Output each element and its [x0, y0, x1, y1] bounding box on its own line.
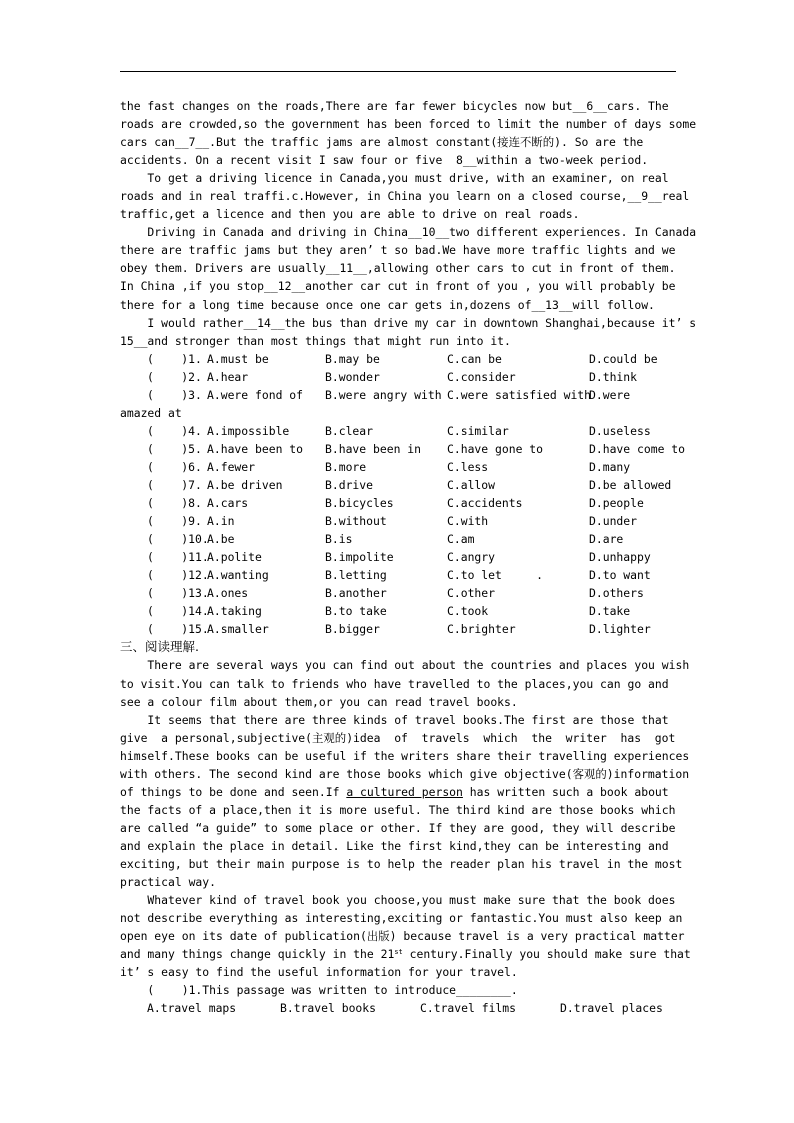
text: and many things change quickly in the 21	[120, 947, 395, 962]
text: of things to be done and seen.If	[120, 784, 347, 799]
option-b[interactable]: B.impolite	[325, 550, 394, 565]
question-row	[120, 386, 676, 404]
option-d[interactable]: D.others	[589, 586, 644, 601]
option-a[interactable]: A.must be	[207, 351, 269, 366]
indent-spacer	[120, 386, 147, 404]
option-d[interactable]: D.to want	[589, 568, 651, 583]
option-d[interactable]: D.are	[589, 532, 624, 547]
option-d[interactable]: D.lighter	[589, 622, 651, 637]
option-b[interactable]: B.without	[325, 514, 387, 529]
option-a[interactable]: A.have been to	[207, 441, 304, 456]
passage-line	[120, 783, 676, 801]
passage-line: not describe everything as interesting,exciting or fantastic.You must also keep an	[120, 911, 683, 926]
option-a[interactable]: A.in	[207, 514, 235, 529]
option-d[interactable]: D.think	[589, 369, 638, 384]
option-c[interactable]: C.were satisfied with	[447, 387, 592, 402]
cloze-questions	[120, 350, 686, 639]
option-b[interactable]: B.clear	[325, 423, 374, 438]
indent-spacer	[120, 350, 147, 368]
passage-line: with others. The second kind are those books which give objective(客观的)information	[120, 766, 690, 781]
question-row	[120, 368, 676, 386]
reading-question	[120, 981, 676, 1017]
passage-line: give a personal,subjective(主观的)idea of travels which the writer has got	[120, 730, 676, 745]
ordinal-suffix: st	[394, 948, 403, 957]
option-d[interactable]: D.take	[589, 604, 631, 619]
passage-line: In China ,if you stop__12__another car cut in front of you , you will probably be	[120, 279, 676, 294]
passage-line: see a colour film about them,or you can read travel books.	[120, 694, 518, 709]
question-row	[120, 512, 676, 530]
passage-line: cars can__7__.But the traffic jams are almost constant(接连不断的). So are the	[120, 135, 644, 150]
question-number: ( )15.	[147, 622, 209, 637]
indent-spacer	[120, 566, 147, 584]
passage-line: obey them. Drivers are usually__11__,allowing other cars to cut in front of them.	[120, 261, 676, 276]
option-d[interactable]: D.useless	[589, 423, 651, 438]
text: century.Finally you should make sure that	[402, 947, 691, 962]
question-number: ( )7.	[147, 477, 202, 492]
passage-line: traffic,get a licence and then you are able to drive on real roads.	[120, 207, 580, 222]
question-row	[120, 422, 676, 440]
indent-spacer	[120, 440, 147, 458]
question-wrap-line: amazed at	[120, 405, 182, 420]
option-c[interactable]: C.travel films	[420, 1001, 517, 1016]
indent-spacer	[120, 999, 147, 1017]
passage-line: accidents. On a recent visit I saw four or five 8__within a two-week period.	[120, 153, 649, 168]
option-a[interactable]: A.smaller	[207, 622, 269, 637]
option-b[interactable]: B.letting	[325, 568, 387, 583]
option-c[interactable]: C.took	[447, 604, 489, 619]
indent-spacer	[120, 620, 147, 638]
question-options	[120, 999, 676, 1017]
option-a[interactable]: A.taking	[207, 604, 262, 619]
question-row	[120, 494, 676, 512]
passage-line: To get a driving licence in Canada,you must drive, with an examiner, on real	[120, 171, 669, 186]
option-b[interactable]: B.bigger	[325, 622, 380, 637]
option-d[interactable]: D.people	[589, 496, 644, 511]
cloze-passage	[120, 97, 697, 350]
question-stem: ( )1.This passage was written to introduce________.	[120, 983, 518, 998]
option-a[interactable]: A.be driven	[207, 477, 283, 492]
question-number: ( )13.	[147, 586, 209, 601]
indent-spacer	[120, 494, 147, 512]
option-a[interactable]: A.ones	[207, 586, 249, 601]
underlined-phrase: a cultured person	[346, 784, 463, 799]
option-b[interactable]: B.bicycles	[325, 496, 394, 511]
passage-line: himself.These books can be useful if the writers share their travelling experiences	[120, 748, 690, 763]
option-c[interactable]: C.angry	[447, 550, 496, 565]
option-d[interactable]: D.unhappy	[589, 550, 651, 565]
question-number: ( )9.	[147, 514, 202, 529]
passage-line: It seems that there are three kinds of travel books.The first are those that	[120, 712, 669, 727]
question-number: ( )2.	[147, 369, 202, 384]
option-d[interactable]: D.many	[589, 459, 631, 474]
question-number: ( )12.	[147, 568, 209, 583]
option-c[interactable]: C.am	[447, 532, 475, 547]
passage-line: the fast changes on the roads,There are far fewer bicycles now but__6__cars. The	[120, 99, 669, 113]
passage-line: exciting, but their main purpose is to help the reader plan his travel in the most	[120, 856, 683, 871]
passage-line: There are several ways you can find out about the countries and places you wish	[120, 658, 690, 673]
passage-line: there are traffic jams but they aren’ t so bad.We have more traffic lights and we	[120, 243, 676, 258]
passage-line: to visit.You can talk to friends who have travelled to the places,you can go and	[120, 676, 669, 691]
option-c[interactable]: C.can be	[447, 351, 502, 366]
question-row	[120, 476, 676, 494]
question-row	[120, 620, 676, 638]
option-a[interactable]: A.travel maps	[147, 1001, 237, 1016]
header-rule	[120, 71, 676, 72]
question-row	[120, 548, 676, 566]
indent-spacer	[120, 530, 147, 548]
passage-line: open eye on its date of publication(出版) because travel is a very practical matter	[120, 929, 685, 944]
option-c[interactable]: C.to let .	[447, 568, 544, 583]
question-row	[120, 440, 686, 458]
passage-line: 15__and stronger than most things that might run into it.	[120, 333, 511, 348]
question-number: ( )4.	[147, 423, 202, 438]
passage-line: the facts of a place,then it is more useful. The third kind are those books which	[120, 802, 676, 817]
option-a[interactable]: A.were fond of	[207, 387, 304, 402]
reading-passage	[120, 656, 691, 981]
question-number: ( )14.	[147, 604, 209, 619]
passage-line: practical way.	[120, 875, 217, 890]
option-d[interactable]: D.be allowed	[589, 477, 672, 492]
option-c[interactable]: C.allow	[447, 477, 496, 492]
question-number: ( )11.	[147, 550, 209, 565]
indent-spacer	[120, 584, 147, 602]
option-b[interactable]: B.have been in	[325, 441, 422, 456]
option-a[interactable]: A.polite	[207, 550, 262, 565]
option-c[interactable]: C.consider	[447, 369, 516, 384]
option-a[interactable]: A.cars	[207, 496, 249, 511]
question-row	[120, 350, 676, 368]
option-c[interactable]: C.less	[447, 459, 489, 474]
option-b[interactable]: B.another	[325, 586, 387, 601]
indent-spacer	[120, 476, 147, 494]
question-number: ( )1.	[147, 351, 202, 366]
option-d[interactable]: D.under	[589, 514, 638, 529]
option-c[interactable]: C.brighter	[447, 622, 516, 637]
option-c[interactable]: C.with	[447, 514, 489, 529]
option-a[interactable]: A.impossible	[207, 423, 290, 438]
question-number: ( )10.	[147, 532, 209, 547]
option-a[interactable]: A.be	[207, 532, 235, 547]
option-d[interactable]: D.were	[589, 387, 631, 402]
indent-spacer	[120, 548, 147, 566]
question-row	[120, 530, 676, 548]
indent-spacer	[120, 368, 147, 386]
option-b[interactable]: B.may be	[325, 351, 380, 366]
passage-line: there for a long time because once one car gets in,dozens of__13__will follow.	[120, 297, 655, 312]
indent-spacer	[120, 602, 147, 620]
passage-line: I would rather__14__the bus than drive my car in downtown Shanghai,because it’ s	[120, 315, 697, 330]
document-content	[120, 97, 697, 1017]
option-c[interactable]: C.similar	[447, 423, 509, 438]
option-c[interactable]: C.other	[447, 586, 496, 601]
question-row	[120, 566, 676, 584]
option-d[interactable]: D.travel places	[560, 1001, 663, 1016]
passage-line: roads are crowded,so the government has been forced to limit the number of days some	[120, 117, 697, 132]
option-a[interactable]: A.fewer	[207, 459, 256, 474]
option-b[interactable]: B.is	[325, 532, 353, 547]
passage-line: Driving in Canada and driving in China__10__two different experiences. In Canada	[120, 225, 697, 240]
option-c[interactable]: C.have gone to	[447, 441, 544, 456]
option-b[interactable]: B.were angry with	[325, 387, 442, 402]
option-b[interactable]: B.to take	[325, 604, 387, 619]
question-row	[120, 584, 676, 602]
indent-spacer	[120, 422, 147, 440]
option-d[interactable]: D.have come to	[589, 441, 686, 456]
text: has written such a book about	[462, 784, 669, 799]
section-title: 三、阅读理解.	[120, 639, 199, 655]
question-number: ( )6.	[147, 459, 202, 474]
indent-spacer	[120, 458, 147, 476]
option-c[interactable]: C.accidents	[447, 496, 523, 511]
passage-line: roads and in real traffi.c.However, in China you learn on a closed course,__9__real	[120, 189, 690, 204]
option-d[interactable]: D.could be	[589, 351, 658, 366]
passage-line: Whatever kind of travel book you choose,you must make sure that the book does	[120, 893, 676, 908]
option-b[interactable]: B.wonder	[325, 369, 380, 384]
question-row	[120, 602, 676, 620]
question-number: ( )5.	[147, 441, 202, 456]
option-b[interactable]: B.more	[325, 459, 367, 474]
passage-line: are called “a guide” to some place or other. If they are good, they will describe	[120, 820, 676, 835]
option-a[interactable]: A.wanting	[207, 568, 269, 583]
option-b[interactable]: B.travel books	[280, 1001, 377, 1016]
indent-spacer	[120, 512, 147, 530]
option-a[interactable]: A.hear	[207, 369, 249, 384]
passage-line	[120, 945, 691, 963]
question-number: ( )8.	[147, 496, 202, 511]
option-b[interactable]: B.drive	[325, 477, 374, 492]
passage-line: it’ s easy to find the useful information for your travel.	[120, 965, 518, 980]
question-number: ( )3.	[147, 387, 202, 402]
passage-line: and explain the place in detail. Like the first kind,they can be interesting and	[120, 838, 669, 853]
question-row	[120, 458, 676, 476]
